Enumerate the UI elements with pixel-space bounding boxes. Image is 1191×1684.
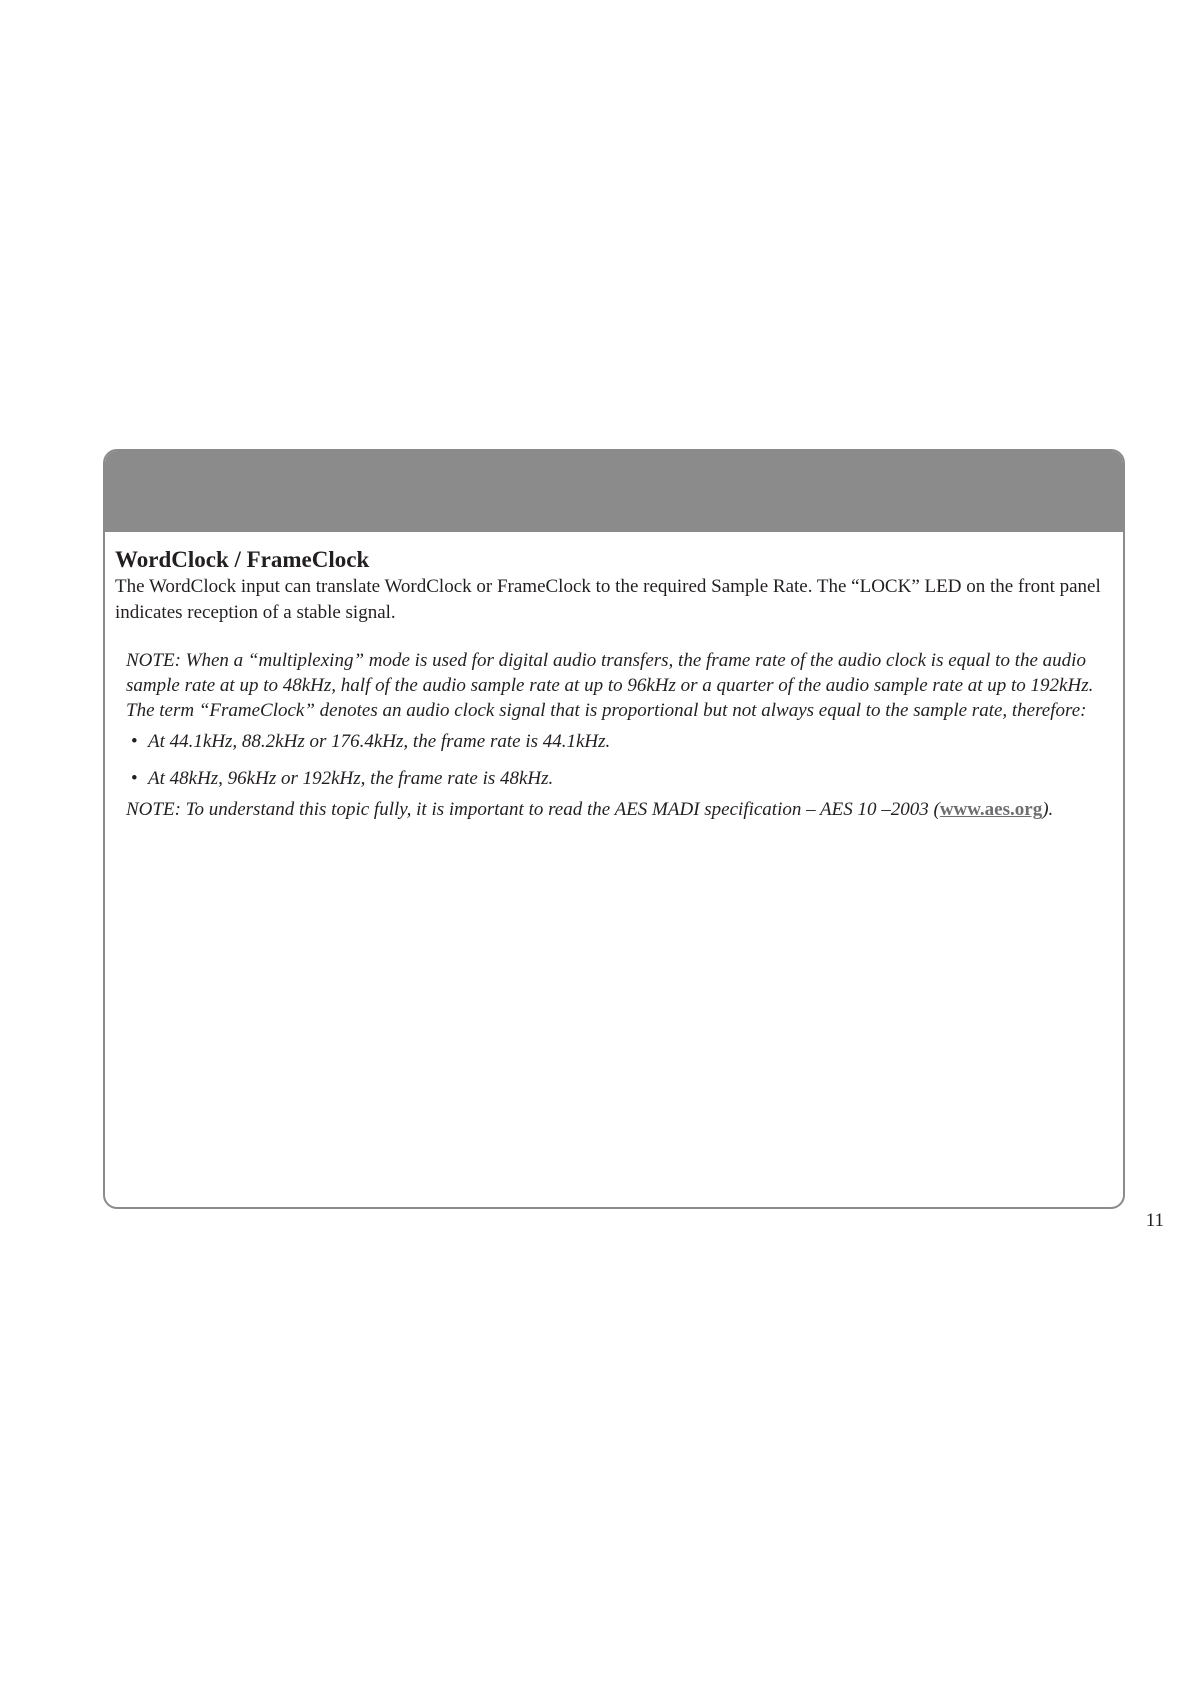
bullet-icon: • — [131, 768, 138, 789]
bullet-icon: • — [131, 731, 138, 752]
note-aes-prefix: NOTE: To understand this topic fully, it is important to read the AES MADI specification – AES 10 –2003 ( — [126, 799, 940, 820]
section-title: WordClock / FrameClock — [115, 547, 370, 572]
intro-paragraph: The WordClock input can translate WordClock or FrameClock to the required Sample Rate. The “LOCK” LED on the front panel indicates reception of a stable signal. — [115, 576, 1101, 623]
aes-website-link[interactable]: www.aes.org — [939, 799, 1043, 820]
list-item — [126, 766, 1111, 791]
panel-header-bar — [105, 451, 1123, 532]
list-item — [126, 729, 1111, 754]
note-aes-suffix: ). — [1042, 799, 1054, 820]
list-item-text: At 44.1kHz, 88.2kHz or 176.4kHz, the frame rate is 44.1kHz. — [148, 731, 611, 752]
panel-body — [115, 546, 1115, 822]
frame-rate-list — [126, 729, 1111, 791]
note-multiplexing: NOTE: When a “multiplexing” mode is used for digital audio transfers, the frame rate of the audio clock is equal to the audio sample rate at up to 48kHz, half of the audio sample rate at up to 96kHz or a quarter of the audio sample rate at up to 192kHz. The term “FrameClock” denotes an audio clock signal that is proportional but not always equal to the sample rate, therefore: — [126, 650, 1094, 721]
note-aes-spec — [126, 797, 1111, 822]
list-item-text: At 48kHz, 96kHz or 192kHz, the frame rate is 48kHz. — [148, 768, 554, 789]
note-block — [126, 648, 1111, 822]
content-panel — [103, 449, 1125, 1209]
page-number: 11 — [1145, 1210, 1164, 1231]
